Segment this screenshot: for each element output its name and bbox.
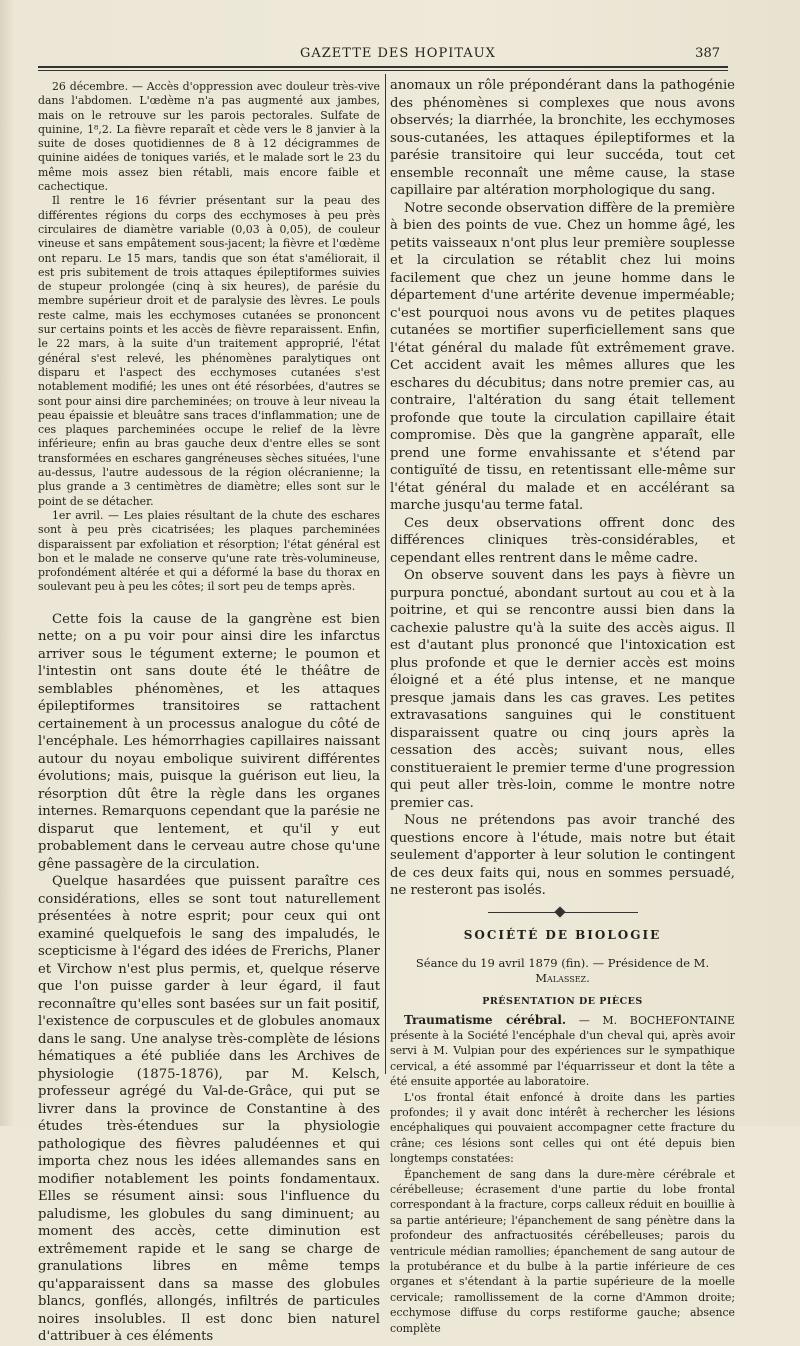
report-lead [390, 1013, 735, 1090]
report-paragraph: Épanchement de sang dans la dure-mère cérébrale et cérébelleuse; écrasement d'une partie du lobe frontal correspondant à la fracture, corps calleux réduit en bouillie à sa partie antérieure; l'épanchement de sang pénètre dans la profondeur des anfractuosités cérébelleuses; parois du ventricule médian ramollies; épanchement de sang autour de la protubérance et du bulbe à la partie inférieure de ces organes et s'étendant à la partie supérieure de la moelle cervicale; ramollissement de la corne d'Ammon droite; ecchymose diffuse du corps restiforme gauche; absence complète [390, 1167, 735, 1335]
header-rule [38, 66, 728, 68]
subsection-title: PRÉSENTATION DE PIÈCES [482, 995, 643, 1007]
header-rule-thin [38, 70, 728, 71]
conclusion-text [390, 77, 735, 900]
case-paragraph: 1er avril. — Les plaies résultant de la chute des eschares sont à peu près cicatrisées; les plaques parcheminées disparaissent par exfoliation et résorption; l'état général est bon et le malade ne conserve qu'une rate très-volumineuse, profondément altérée et qui a déformé la base du thorax en soulevant peu à peu les côtes; il sort peu de temps après. [38, 508, 380, 594]
report-lead-title: Traumatisme cérébral. [404, 1012, 567, 1027]
session-line [390, 956, 735, 986]
right-column [390, 77, 736, 1335]
report-lead-text: — M. BOCHEFONTAINE présente à la Société l'encéphale d'un cheval qui, après avoir servi à M. Vulpian pour des expériences sur le sympathique cervical, a été assommé par l'équarrisseur et dont la tête a été ensuite apportée au laboratoire. [390, 1013, 736, 1089]
session-date: Séance du 19 avril 1879 (fin). — Présidence de M. [415, 955, 710, 970]
report-text [390, 1013, 735, 1337]
body-paragraph: On observe souvent dans les pays à fièvre un purpura ponctué, abondant surtout au cou et à la poitrine, et qui se rencontre aussi bien dans la cachexie palustre qu'à la suite des accès aigus. Il est d'autant plus prononcé que l'intoxication est plus profonde et que le dernier accès est moins éloigné et a été plus intense, et ne manque presque jamais dans les cas graves. Les petites extravasations sanguines qui le constituent disparaissent quatre ou cinq jours après la cessation des accès; suivant nous, elles constitueraient le premier terme d'une progression qui peut aller très-loin, comme le montre notre premier cas. [390, 568, 735, 811]
session-president: Malassez. [535, 970, 590, 985]
column-divider [385, 74, 386, 1074]
journal-title: GAZETTE DES HOPITAUX [300, 46, 496, 61]
section-title: SOCIÉTÉ DE BIOLOGIE [463, 927, 662, 942]
body-paragraph: Nous ne prétendons pas avoir tranché des questions encore à l'étude, mais notre but était seulement d'apporter à leur solution le contingent de ces deux faits qui, nous en sommes persuadé, ne resteront pas isolés. [390, 813, 735, 898]
case-paragraph: 26 décembre. — Accès d'oppression avec douleur très-vive dans l'abdomen. L'œdème n'a pas augmenté aux jambes, mais on le retrouve sur les parois pectorales. Sulfate de quinine, 1⁸,2. La fièvre reparaît et cède vers le 8 janvier à la suite de doses quotidiennes de 8 à 12 décigrammes de quinine aidées de toniques variés, et le malade sort le 23 du même mois assez bien rétabli, mais encore faible et cachectique. [38, 80, 380, 194]
body-paragraph: Cette fois la cause de la gangrène est bien nette; on a pu voir pour ainsi dire les infarctus arriver sous le tégument externe; le poumon et l'intestin ont sans doute été le théâtre de semblables phénomènes, et les attaques épileptiformes transitoires se rattachent certainement à un processus analogue du côté de l'encéphale. Les hémorrhagies capillaires naissant autour du noyau embolique suivirent différentes évolutions; mais, puisque la guérison eut lieu, la résorption dût être la règle dans les organes internes. Remarquons cependant que la parésie ne disparut que lentement, et qu'il y eut probablement dans le cerveau autre chose qu'une gêne passagère de la circulation. [38, 611, 380, 872]
discussion-text [38, 611, 380, 1346]
body-paragraph: Quelque hasardées que puissent paraître ces considérations, elles se sont tout naturellement présentées à notre esprit; pour ceux qui ont examiné quelquefois le sang des impaludés, le scepticisme à l'égard des idées de Frerichs, Planer et Virchow n'est plus permis, et, quelque réserve que l'on puisse garder à leur égard, il faut reconnaître qu'elles sont basées sur un fait positif, l'existence de corpuscules et de globules anomaux dans le sang. Une analyse très-complète de lésions hématiques a été publiée dans les Archives de physiologie (1875-1876), par M. Kelsch, professeur agrégé du Val-de-Grâce, qui put se livrer dans la province de Constantine à des études très-étendues sur la physiologie pathologique des fièvres paludéennes et qui importa chez nous les idées allemandes sans en modifier notablement les points fondamentaux. Elles se résument ainsi: sous l'influence du paludisme, les globules du sang diminuent; au moment des accès, cette diminution est extrêmement rapide et le sang se charge de granulations libres en même temps qu'apparaissent dans sa masse des globules blancs, gonflés, allongés, infiltrés de particules noires insolubles. Il est donc bien naturel d'attribuer à ces éléments [38, 874, 380, 1345]
body-paragraph: anomaux un rôle prépondérant dans la pathogénie des phénomènes si complexes que nous avons observés; la diarrhée, la bronchite, les ecchymoses sous-cutanées, les attaques épileptiformes et la parésie transitoire qui leur succéda, tout cet ensemble reconnaît une même cause, la stase capillaire par altération morphologique du sang. [390, 78, 735, 198]
case-notes [38, 80, 380, 595]
page-header [300, 46, 720, 66]
report-paragraph: L'os frontal était enfoncé à droite dans les parties profondes; il y avait donc intérêt à rechercher les lésions encéphaliques qui pouvaient accompagner cette fracture du crâne; ces lésions sont celles qui ont été depuis bien longtemps constatées: [390, 1090, 735, 1166]
left-column [38, 80, 380, 1345]
page-number: 387 [695, 46, 720, 61]
body-paragraph: Ces deux observations offrent donc des différences cliniques très-considérables, et cependant elles rentrent dans le même cadre. [390, 515, 735, 566]
case-paragraph: Il rentre le 16 février présentant sur la peau des différentes régions du corps des ecchymoses à peu près circulaires de diamètre variable (0,03 à 0,05), de couleur vineuse et sans empâtement sous-jacent; la fièvre et l'œdème ont reparu. Le 15 mars, tandis que son état s'améliorait, il est pris subitement de trois attaques épileptiformes suivies de stupeur prolongée (cinq à six heures), de parésie du membre supérieur droit et de paralysie des lèvres. Le pouls reste calme, mais les ecchymoses cutanées se prononcent sur certains points et les accès de fièvre reparaissent. Enfin, le 22 mars, à la suite d'un traitement approprié, l'état général s'est relevé, les phénomènes paralytiques ont disparu et l'aspect des ecchymoses cutanées s'est notablement modifié; les unes ont été résorbées, d'autres se sont pour ainsi dire parcheminées; on trouve à leur niveau la peau épaissie et bleuâtre sans traces d'inflammation; une de ces plaques parcheminées occupe le relief de la lèvre inférieure; enfin au bras gauche deux d'entre elles se sont transformées en eschares gangréneuses sèches situées, l'une au-dessus, l'autre audessous de la région olécranienne; la plus grande a 3 centimètres de diamètre; elles sont sur le point de se détacher. [38, 194, 380, 508]
body-paragraph: Notre seconde observation diffère de la première à bien des points de vue. Chez un homme âgé, les petits vaisseaux n'ont plus leur première souplesse et la circulation se rétablit chez lui moins facilement que chez un jeune homme dans le département d'une artérite devenue imperméable; c'est pourquoi nous avons vu de petites plaques cutanées se mortifier superficiellement sans que l'état général du malade fût extrêmement grave. Cet accident avait les mêmes allures que les eschares du décubitus; dans notre premier cas, au contraire, l'altération du sang était tellement profonde que toute la circulation capillaire était compromise. Dès que la gangrène apparaît, elle prend une forme envahissante et s'étend par contiguïté de tissu, en retentissant elle-même sur l'état général du malade et en accélérant sa marche jusqu'au terme fatal. [390, 200, 735, 513]
section-separator [488, 908, 638, 918]
